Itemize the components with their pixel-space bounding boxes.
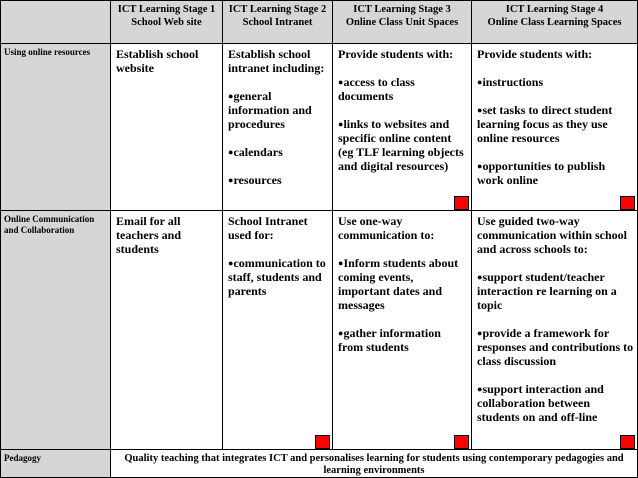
list-item: ●general information and procedures [228, 89, 312, 131]
row-label-communication: Online Communication and Collaboration [0, 211, 111, 450]
row-label-pedagogy: Pedagogy [0, 450, 111, 478]
bullet-list [338, 256, 468, 354]
cell-intro: Establish school website [116, 47, 199, 75]
stage-1-communication-cell [111, 211, 223, 450]
bullet-icon: ● [477, 328, 483, 338]
stage-1-subtitle: School Web site [131, 16, 202, 28]
red-marker-icon [620, 196, 635, 210]
bullet-icon: ● [477, 384, 483, 394]
list-item: ●set tasks to direct student learning focus as they use online resources [477, 103, 613, 145]
pedagogy-statement: Quality teaching that integrates ICT and personalises learning for students using contemporary pedagogies and learning environments [111, 450, 638, 478]
stage-4-subtitle: Online Class Learning Spaces [487, 16, 622, 28]
list-item: ●opportunities to publish work online [477, 159, 606, 187]
stage-4-title: ICT Learning Stage 4 [505, 4, 604, 15]
stage-3-subtitle: Online Class Unit Spaces [345, 16, 459, 28]
list-item: ●provide a framework for responses and contributions to class discussion [477, 326, 634, 368]
list-item: ●communication to staff, students and parents [228, 256, 326, 298]
stage-4-communication-cell [472, 211, 638, 450]
bullet-icon: ● [477, 161, 483, 171]
stage-4-resources-cell [472, 44, 638, 211]
cell-intro: Provide students with: [338, 47, 454, 61]
cell-intro: Provide students with: [477, 47, 593, 61]
bullet-icon: ● [338, 119, 344, 129]
list-item: ●calendars [228, 145, 283, 159]
stage-3-resources-cell [333, 44, 472, 211]
list-item: ●support student/teacher interaction re learning on a topic [477, 270, 617, 312]
red-marker-icon [315, 435, 330, 449]
list-item: ●instructions [477, 75, 544, 89]
bullet-icon: ● [477, 272, 483, 282]
bullet-icon: ● [338, 258, 344, 268]
list-item: ●Inform students about coming events, important dates and messages [338, 256, 459, 312]
cell-intro: School Intranet used for: [228, 214, 308, 242]
stage-4-header [472, 0, 638, 44]
list-item: ●gather information from students [338, 326, 441, 354]
stage-3-header [333, 0, 472, 44]
cell-intro: Establish school intranet including: [228, 47, 325, 75]
list-item: ●support interaction and collaboration between students on and off-line [477, 382, 604, 424]
list-item: ●resources [228, 173, 282, 187]
bullet-list [228, 89, 329, 187]
bullet-list [477, 270, 634, 424]
bullet-list [477, 75, 634, 187]
row-label-online-resources: Using online resources [0, 44, 111, 211]
red-marker-icon [454, 435, 469, 449]
bullet-icon: ● [228, 91, 234, 101]
stage-2-communication-cell [223, 211, 333, 450]
stage-1-resources-cell [111, 44, 223, 211]
corner-cell [0, 0, 111, 44]
stage-2-resources-cell [223, 44, 333, 211]
bullet-list [228, 256, 329, 298]
cell-intro: Use one-way communication to: [338, 214, 435, 242]
stage-2-header [223, 0, 333, 44]
bullet-icon: ● [338, 77, 344, 87]
bullet-icon: ● [228, 258, 234, 268]
stage-3-title: ICT Learning Stage 3 [353, 4, 451, 15]
red-marker-icon [454, 196, 469, 210]
stage-2-subtitle: School Intranet [242, 16, 313, 28]
bullet-icon: ● [477, 105, 483, 115]
stage-2-title: ICT Learning Stage 2 [228, 4, 327, 15]
bullet-icon: ● [228, 175, 234, 185]
bullet-icon: ● [228, 147, 234, 157]
stage-1-header [111, 0, 223, 44]
stage-3-communication-cell [333, 211, 472, 450]
cell-intro: Use guided two-way communication within school and across schools to: [477, 214, 628, 256]
red-marker-icon [620, 435, 635, 449]
bullet-list [338, 75, 468, 173]
bullet-icon: ● [477, 77, 483, 87]
list-item: ●access to class documents [338, 75, 415, 103]
cell-intro: Email for all teachers and students [116, 214, 181, 256]
stage-1-title: ICT Learning Stage 1 [117, 4, 216, 15]
list-item: ●links to websites and specific online content (eg TLF learning objects and digital resources) [338, 117, 464, 173]
bullet-icon: ● [338, 328, 344, 338]
